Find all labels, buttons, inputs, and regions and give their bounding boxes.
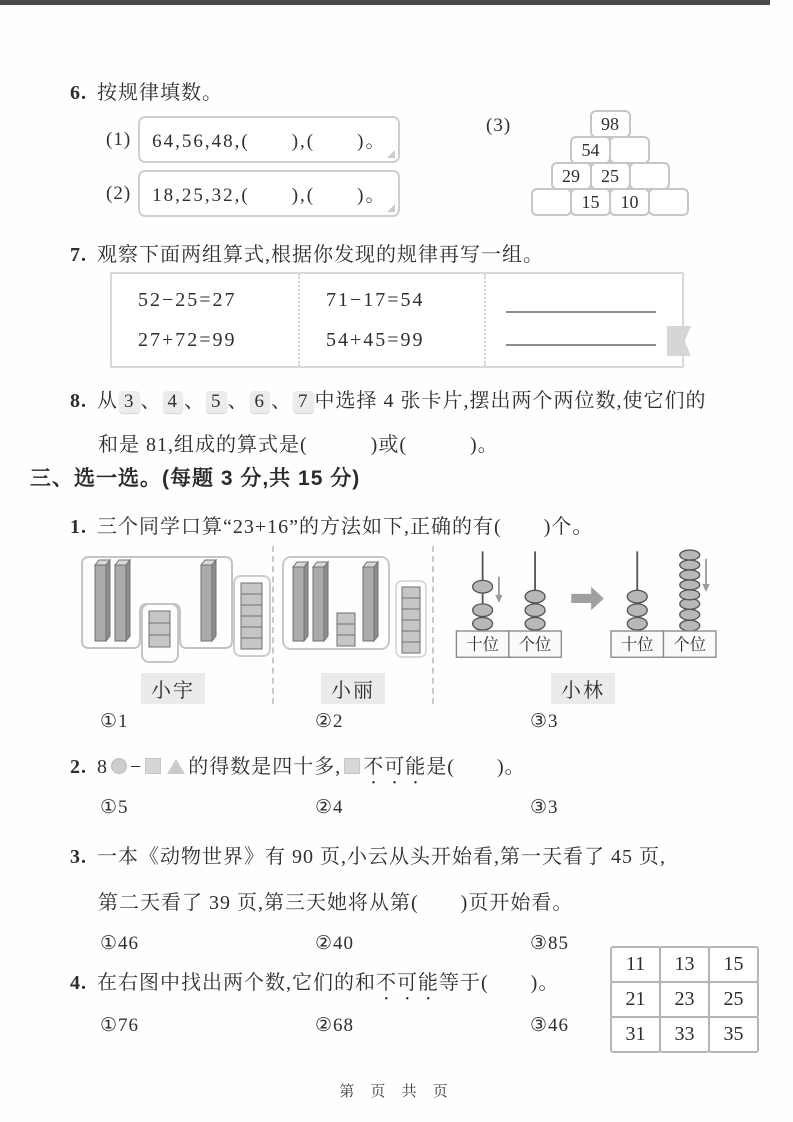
question-1-options bbox=[100, 710, 740, 733]
pyramid-cell: 25 bbox=[590, 162, 631, 190]
digit-card: 3 bbox=[119, 391, 140, 413]
equation: 27+72=99 bbox=[138, 328, 237, 351]
question-6-part-3 bbox=[486, 114, 518, 137]
question-2-title bbox=[70, 750, 526, 789]
ones-beads bbox=[525, 590, 545, 630]
triangle-shape bbox=[167, 759, 185, 774]
sequence-answer-box-1: 64,56,48,( ),( )。 bbox=[138, 116, 400, 163]
tens-rod bbox=[293, 562, 308, 641]
question-4-text: 等于( )。 bbox=[439, 972, 560, 994]
grid-cell: 11 bbox=[610, 946, 661, 983]
student-name-label: 小宇 bbox=[141, 673, 205, 704]
question-1-title bbox=[70, 510, 593, 539]
card-separator: 、 bbox=[184, 390, 205, 412]
emphasized-text: 不可能 bbox=[363, 756, 427, 778]
grid-cell: 31 bbox=[610, 1016, 661, 1053]
question-6-text: 按规律填数。 bbox=[97, 82, 223, 104]
equations-box bbox=[110, 272, 684, 368]
question-4-title bbox=[70, 966, 559, 1005]
question-7-text: 观察下面两组算式,根据你发现的规律再写一组。 bbox=[97, 244, 544, 266]
option-2: ②40 bbox=[315, 933, 355, 954]
question-6-part-1 bbox=[106, 116, 400, 163]
section-3-heading: 三、选一选。(每题 3 分,共 15 分) bbox=[30, 467, 361, 490]
ones-label: 个位 bbox=[518, 636, 552, 655]
grid-row bbox=[612, 946, 759, 983]
question-8-number: 8. bbox=[70, 390, 87, 412]
question-3-text: 第二天看了 39 页,第三天她将从第( )页开始看。 bbox=[98, 892, 574, 914]
grid-cell: 25 bbox=[708, 981, 759, 1018]
question-8-line-1 bbox=[70, 384, 707, 413]
equation-column-2 bbox=[298, 274, 484, 366]
pyramid-row bbox=[572, 136, 650, 164]
ones-beads bbox=[680, 550, 700, 631]
part-1-label: (1) bbox=[106, 128, 132, 150]
question-2-text: 是( )。 bbox=[426, 756, 526, 778]
figure-panel-xiaolin bbox=[432, 546, 732, 704]
question-8-text: 中选择 4 张卡片,摆出两个两位数,使它们的 bbox=[314, 390, 707, 412]
pyramid-cell bbox=[531, 188, 572, 216]
option-1: ①5 bbox=[100, 797, 129, 818]
number-pyramid bbox=[528, 112, 694, 216]
scan-edge bbox=[0, 0, 770, 5]
question-8-line-2 bbox=[98, 428, 499, 457]
digit-card: 4 bbox=[163, 391, 184, 413]
circle-shape bbox=[111, 758, 127, 774]
down-arrow-icon bbox=[702, 559, 709, 592]
question-7-title bbox=[70, 238, 544, 267]
tens-rod bbox=[313, 562, 328, 641]
option-2: ②68 bbox=[315, 1015, 355, 1036]
question-3-number: 3. bbox=[70, 846, 87, 868]
ones-cube-stack-6 bbox=[241, 583, 262, 649]
answer-blank-line bbox=[506, 330, 656, 346]
part-3-label: (3) bbox=[486, 115, 512, 137]
square-shape bbox=[145, 758, 161, 774]
question-4-number: 4. bbox=[70, 972, 87, 994]
equation-column-blank bbox=[484, 274, 680, 366]
digit-card: 6 bbox=[250, 391, 271, 413]
question-3-text: 一本《动物世界》有 90 页,小云从头开始看,第一天看了 45 页, bbox=[97, 846, 666, 868]
question-6-part-2 bbox=[106, 170, 400, 217]
ribbon-icon bbox=[667, 326, 691, 356]
grid-cell: 33 bbox=[659, 1016, 710, 1053]
grid-cell: 35 bbox=[708, 1016, 759, 1053]
option-2: ②4 bbox=[315, 797, 344, 818]
question-7-number: 7. bbox=[70, 244, 87, 266]
figure-panel-xiaoli bbox=[272, 546, 432, 704]
tens-beads bbox=[627, 590, 647, 630]
grid-cell: 15 bbox=[708, 946, 759, 983]
ones-cube-stack-3 bbox=[337, 613, 355, 646]
question-3-line-1 bbox=[70, 840, 666, 869]
tens-label: 十位 bbox=[466, 636, 499, 655]
ones-cube-stack-6 bbox=[402, 587, 420, 653]
pyramid-cell: 98 bbox=[590, 110, 631, 138]
question-2-number: 2. bbox=[70, 756, 87, 778]
pyramid-cell: 15 bbox=[570, 188, 611, 216]
equation: 52−25=27 bbox=[138, 288, 237, 311]
equation-column-1 bbox=[112, 274, 298, 366]
digit-card: 5 bbox=[206, 391, 227, 413]
tens-rod bbox=[95, 560, 110, 641]
question-2-text: 8 bbox=[97, 756, 108, 778]
grid-row bbox=[612, 981, 759, 1018]
question-1-number: 1. bbox=[70, 516, 87, 538]
question-6-title bbox=[70, 76, 223, 105]
question-1-text: 三个同学口算“23+16”的方法如下,正确的有( )个。 bbox=[97, 516, 594, 538]
base-ten-blocks-plain bbox=[277, 551, 429, 669]
pyramid-cell bbox=[648, 188, 689, 216]
question-3-line-2 bbox=[98, 886, 573, 915]
pyramid-cell: 54 bbox=[570, 136, 611, 164]
minus-sign: − bbox=[130, 756, 143, 778]
pyramid-cell bbox=[609, 136, 650, 164]
student-name-label: 小丽 bbox=[321, 673, 385, 704]
option-3: ③85 bbox=[530, 933, 570, 954]
pyramid-cell bbox=[629, 162, 670, 190]
pyramid-row bbox=[533, 188, 689, 216]
right-arrow-icon bbox=[571, 587, 604, 611]
answer-blank-line bbox=[506, 297, 656, 313]
figure-panel-xiaoyu bbox=[74, 546, 272, 704]
page-footer: 第 页 共 页 bbox=[339, 1083, 454, 1100]
question-8-text: 从 bbox=[97, 390, 118, 412]
option-1: ①46 bbox=[100, 933, 140, 954]
pyramid-cell: 10 bbox=[609, 188, 650, 216]
down-arrow-icon bbox=[495, 577, 502, 603]
tens-label: 十位 bbox=[620, 636, 654, 655]
ones-cube-stack-3 bbox=[149, 611, 170, 647]
tens-beads bbox=[473, 580, 493, 630]
option-3: ③3 bbox=[530, 711, 559, 732]
option-2: ②2 bbox=[315, 711, 344, 732]
digit-card: 7 bbox=[293, 391, 314, 413]
tens-rod bbox=[115, 560, 130, 641]
question-2-text: 的得数是四十多, bbox=[188, 756, 342, 778]
option-3: ③46 bbox=[530, 1015, 570, 1036]
tens-rod bbox=[363, 562, 378, 641]
grid-cell: 21 bbox=[610, 981, 661, 1018]
option-1: ①1 bbox=[100, 711, 129, 732]
card-separator: 、 bbox=[227, 390, 249, 412]
question-6-number: 6. bbox=[70, 82, 87, 104]
question-4-options bbox=[100, 1014, 740, 1037]
base-ten-blocks-grouped bbox=[75, 551, 271, 669]
square-shape bbox=[344, 758, 360, 774]
part-2-label: (2) bbox=[106, 182, 132, 204]
pyramid-row bbox=[592, 110, 631, 138]
sequence-answer-box-2: 18,25,32,( ),( )。 bbox=[138, 170, 400, 217]
abacus-diagram bbox=[436, 546, 730, 669]
card-separator: 、 bbox=[140, 390, 162, 412]
emphasized-text: 不可能 bbox=[376, 972, 439, 994]
pyramid-row bbox=[553, 162, 670, 190]
number-grid bbox=[612, 948, 759, 1053]
tens-rod bbox=[201, 560, 216, 641]
question-8-text: 和是 81,组成的算式是( )或( )。 bbox=[98, 434, 499, 456]
option-3: ③3 bbox=[530, 797, 559, 818]
card-separator: 、 bbox=[271, 390, 292, 412]
grid-cell: 23 bbox=[659, 981, 710, 1018]
methods-figure bbox=[74, 546, 732, 704]
question-4-text: 在右图中找出两个数,它们的和 bbox=[97, 972, 376, 994]
student-name-label: 小林 bbox=[551, 673, 615, 704]
grid-cell: 13 bbox=[659, 946, 710, 983]
equation: 54+45=99 bbox=[326, 328, 425, 351]
equation: 71−17=54 bbox=[326, 288, 425, 311]
option-1: ①76 bbox=[100, 1015, 140, 1036]
ones-label: 个位 bbox=[673, 636, 706, 655]
question-2-options bbox=[100, 796, 740, 819]
pyramid-cell: 29 bbox=[551, 162, 592, 190]
